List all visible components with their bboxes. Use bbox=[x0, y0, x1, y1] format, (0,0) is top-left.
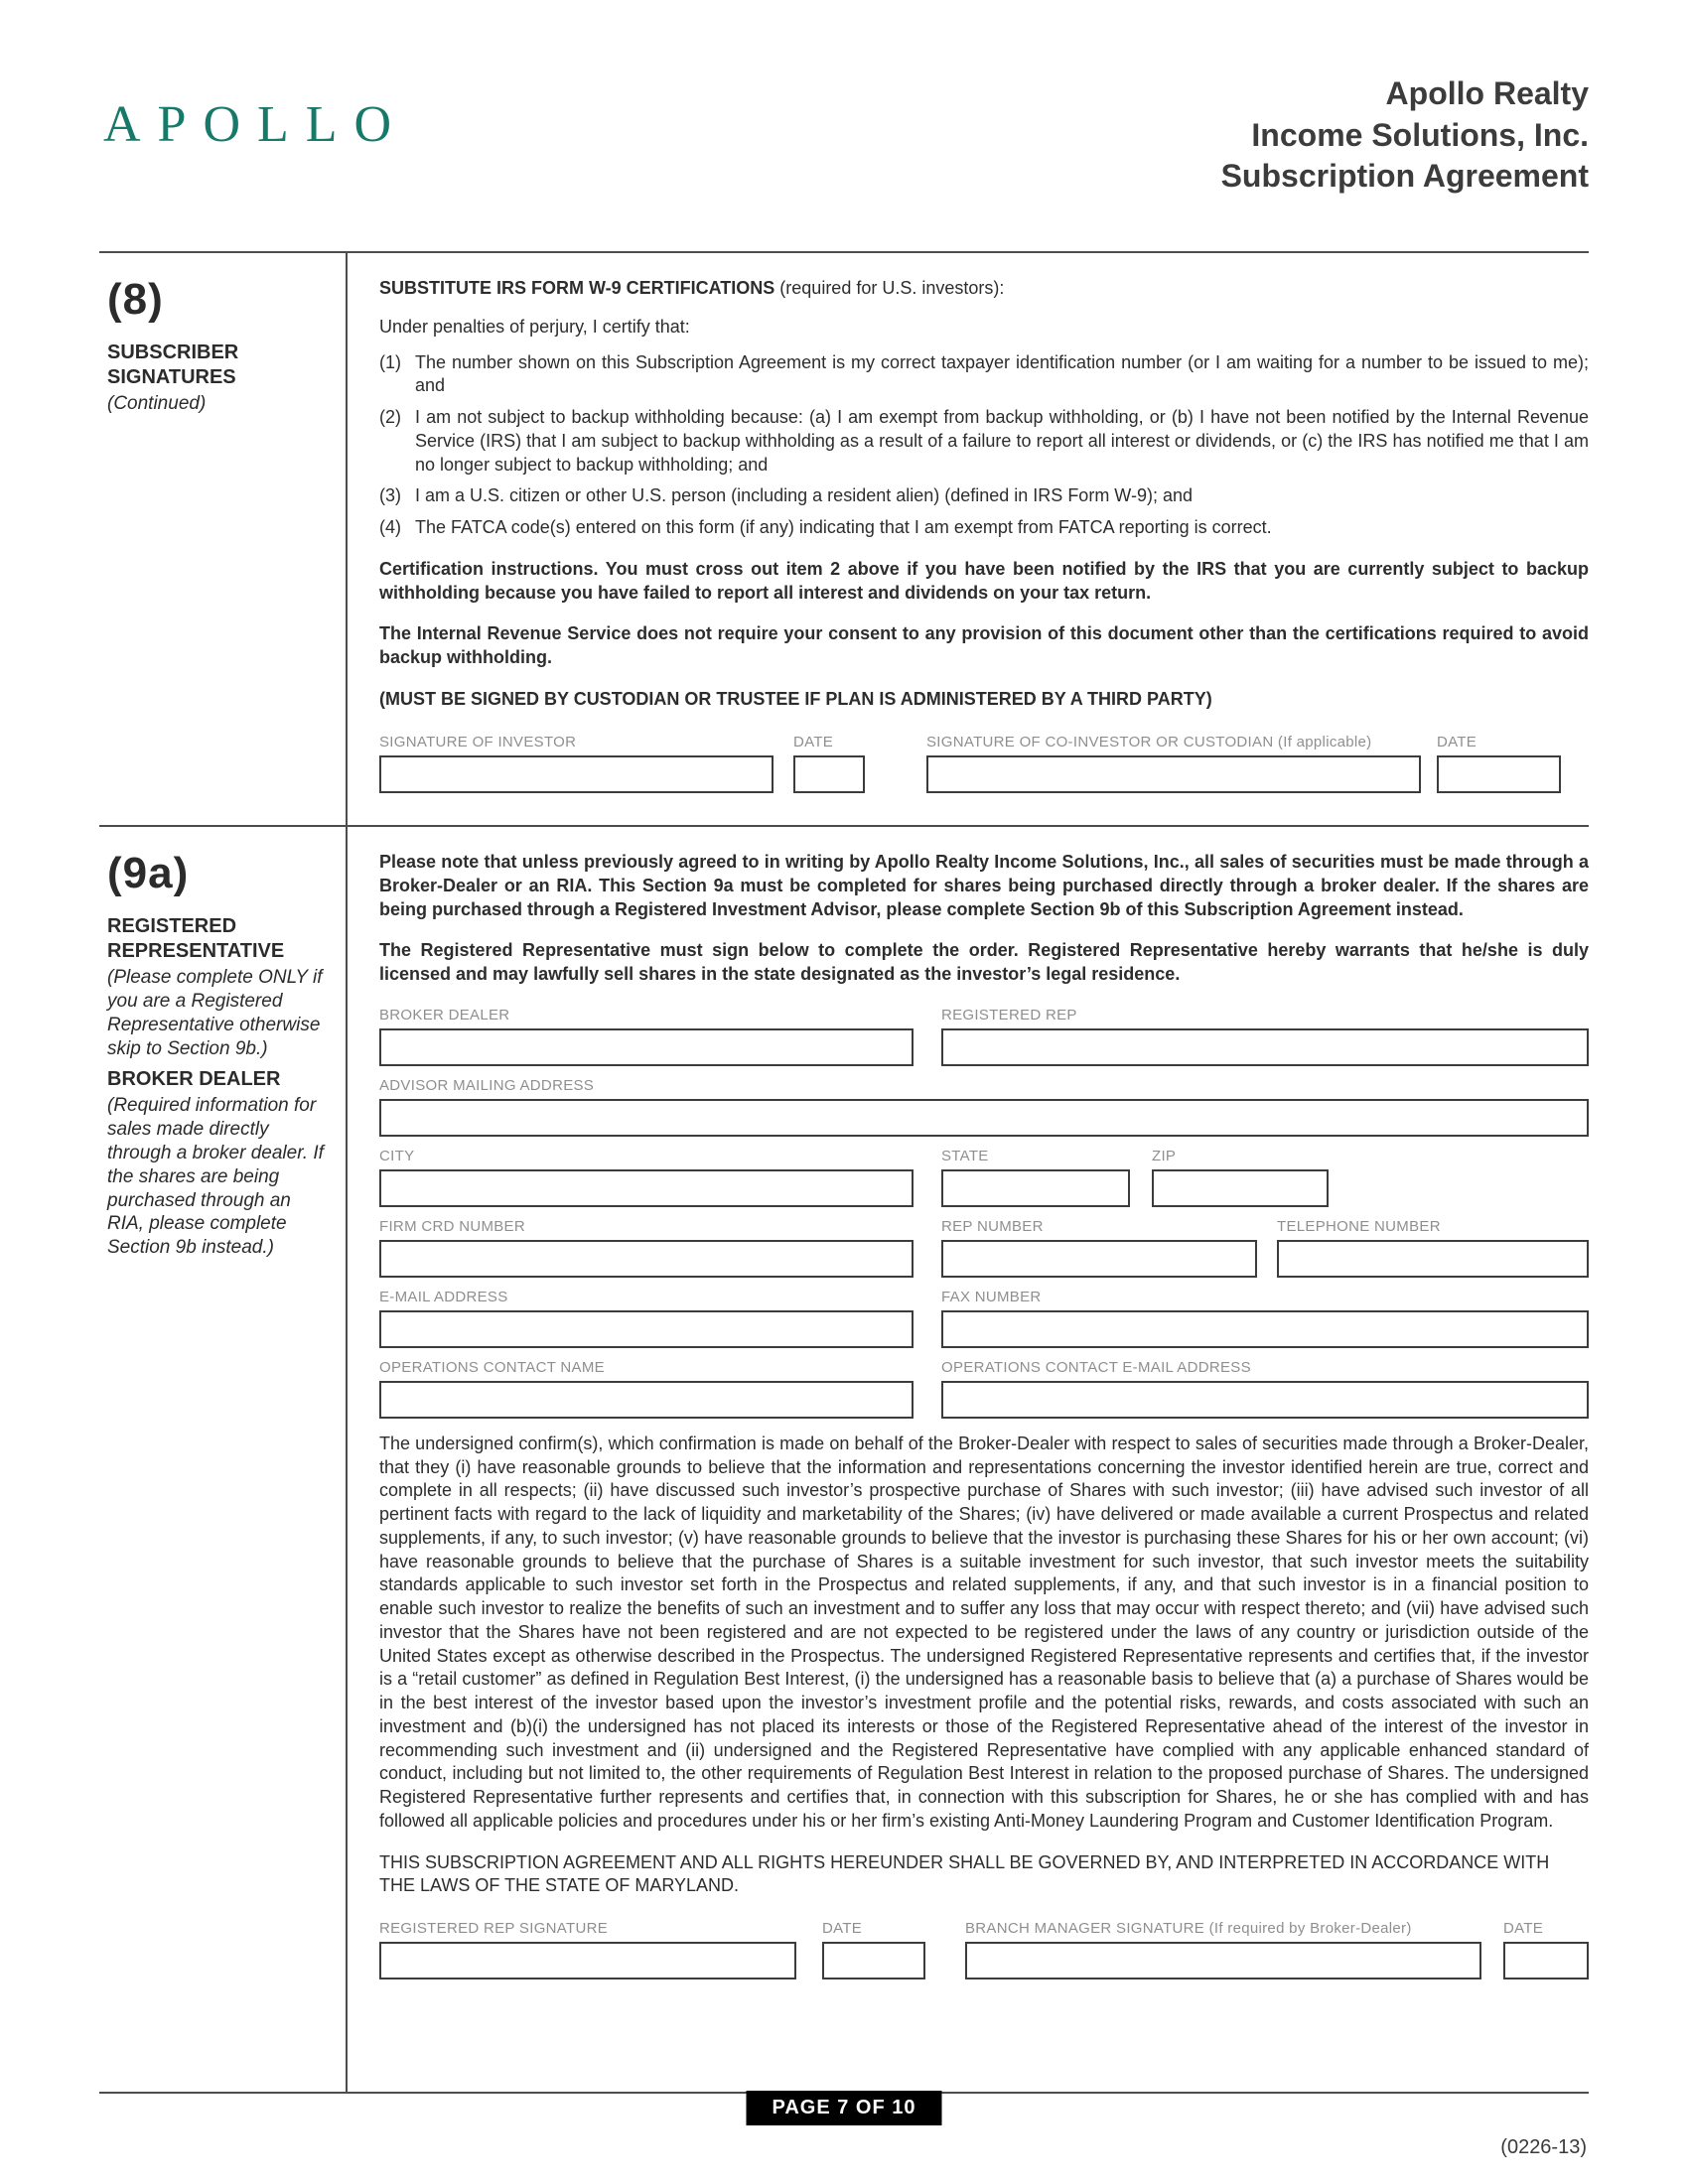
co-investor-signature-field bbox=[926, 734, 1421, 793]
section-8-sidebar bbox=[99, 253, 346, 825]
rep-date-field bbox=[822, 1920, 925, 1979]
certification-instructions: Certification instructions. You must cross out item 2 above if you have been notified by the IRS that you are currently subject to backup withholding because you have failed to report all interest and dividends on your tax return. bbox=[379, 558, 1589, 603]
firm-crd-number-field bbox=[379, 1218, 914, 1278]
registered-rep-label: REGISTERED REP bbox=[941, 1006, 1077, 1024]
co-investor-date-input[interactable] bbox=[1437, 755, 1561, 793]
branch-manager-signature-field bbox=[965, 1920, 1481, 1979]
co-investor-signature-input[interactable] bbox=[926, 755, 1421, 793]
investor-signature-field bbox=[379, 734, 774, 793]
telephone-number-label: TELEPHONE NUMBER bbox=[1277, 1217, 1441, 1235]
section-8-signature-row bbox=[379, 734, 1589, 793]
advisor-mailing-address-input[interactable] bbox=[379, 1099, 1589, 1137]
rep-date-input[interactable] bbox=[822, 1942, 925, 1979]
firm-crd-number-label: FIRM CRD NUMBER bbox=[379, 1217, 525, 1235]
city-field bbox=[379, 1148, 914, 1207]
w9-item-2-number: (2) bbox=[379, 407, 401, 427]
co-investor-date-field bbox=[1437, 734, 1561, 793]
rep-number-label: REP NUMBER bbox=[941, 1217, 1044, 1235]
rep-number-input[interactable] bbox=[941, 1240, 1257, 1278]
w9-item-4-number: (4) bbox=[379, 517, 401, 537]
investor-signature-input[interactable] bbox=[379, 755, 774, 793]
operations-contact-email-field bbox=[941, 1359, 1589, 1419]
broker-dealer-title: BROKER DEALER bbox=[107, 1067, 281, 1090]
advisor-mailing-address-label: ADVISOR MAILING ADDRESS bbox=[379, 1076, 595, 1094]
operations-contact-name-label: OPERATIONS CONTACT NAME bbox=[379, 1358, 605, 1376]
fax-number-field bbox=[941, 1289, 1589, 1348]
investor-signature-label: SIGNATURE OF INVESTOR bbox=[379, 733, 577, 751]
w9-item-1 bbox=[379, 351, 1589, 399]
section-9a-content bbox=[346, 827, 1589, 2092]
company-name-line: Apollo Realty bbox=[1385, 75, 1589, 111]
email-address-field bbox=[379, 1289, 914, 1348]
perjury-intro: Under penalties of perjury, I certify that: bbox=[379, 316, 690, 337]
field-row-6 bbox=[379, 1359, 1589, 1419]
registered-rep-field bbox=[941, 1007, 1589, 1066]
zip-field bbox=[1152, 1148, 1329, 1207]
section-8-number: (8) bbox=[107, 275, 164, 324]
w9-item-2 bbox=[379, 406, 1589, 477]
w9-item-2-text: I am not subject to backup withholding because: (a) I am exempt from backup withholding, or (b) I have not been notified by the Internal Revenue Service (IRS) that I am subject to backup withholding as a result of a failure to report all interest or dividends, or (c) the IRS has notified me that I am no longer subject to backup withholding; and bbox=[415, 407, 1589, 475]
branch-manager-signature-label: BRANCH MANAGER SIGNATURE (If required by Broker-Dealer) bbox=[965, 1920, 1412, 1937]
investor-date-input[interactable] bbox=[793, 755, 865, 793]
w9-title-suffix: (required for U.S. investors): bbox=[774, 278, 1005, 298]
operations-contact-name-input[interactable] bbox=[379, 1381, 914, 1419]
fax-number-label: FAX NUMBER bbox=[941, 1288, 1042, 1305]
state-label: STATE bbox=[941, 1147, 989, 1164]
telephone-number-field bbox=[1277, 1218, 1589, 1278]
registered-rep-signature-label: REGISTERED REP SIGNATURE bbox=[379, 1920, 609, 1937]
w9-item-3 bbox=[379, 484, 1589, 508]
w9-certifications-title bbox=[379, 277, 1589, 301]
broker-dealer-note: (Required information for sales made directly through a broker dealer. If the shares are being purchased through an RIA, please complete Section 9b instead.) bbox=[107, 1094, 324, 1259]
broker-dealer-label: BROKER DEALER bbox=[379, 1006, 510, 1024]
sales-channel-notice: Please note that unless previously agreed to in writing by Apollo Realty Income Solutions, Inc., all sales of securities must be made through a Broker-Dealer or an RIA. This Section 9a must be completed for shares being purchased directly through a broker dealer. If the shares are being purchased through a Registered Investment Advisor, please complete Section 9b of this Subscription Agreement instead. bbox=[379, 852, 1589, 919]
form-code: (0226-13) bbox=[1500, 2136, 1587, 2158]
document-type-line: Subscription Agreement bbox=[1220, 158, 1589, 195]
document-title bbox=[1221, 73, 1589, 198]
registered-representative-title: REGISTERED REPRESENTATIVE bbox=[107, 915, 285, 962]
w9-item-1-number: (1) bbox=[379, 351, 401, 372]
custodian-signing-note: (MUST BE SIGNED BY CUSTODIAN OR TRUSTEE IF PLAN IS ADMINISTERED BY A THIRD PARTY) bbox=[379, 688, 1212, 709]
rep-date-label: DATE bbox=[822, 1920, 863, 1937]
broker-dealer-fields bbox=[379, 1007, 1589, 1419]
co-investor-date-label: DATE bbox=[1437, 733, 1477, 751]
irs-consent-note: The Internal Revenue Service does not require your consent to any provision of this document other than the certifications required to avoid backup withholding. bbox=[379, 623, 1589, 667]
telephone-number-input[interactable] bbox=[1277, 1240, 1589, 1278]
w9-item-4-text: The FATCA code(s) entered on this form (if any) indicating that I am exempt from FATCA reporting is correct. bbox=[415, 517, 1272, 537]
field-row-1 bbox=[379, 1007, 1589, 1066]
branch-date-field bbox=[1503, 1920, 1589, 1979]
apollo-logo: APOLLO bbox=[103, 96, 409, 153]
fax-number-input[interactable] bbox=[941, 1310, 1589, 1348]
branch-date-input[interactable] bbox=[1503, 1942, 1589, 1979]
company-name-line: Income Solutions, Inc. bbox=[1251, 116, 1589, 153]
state-field bbox=[941, 1148, 1130, 1207]
email-address-label: E-MAIL ADDRESS bbox=[379, 1288, 508, 1305]
email-address-input[interactable] bbox=[379, 1310, 914, 1348]
rep-number-field bbox=[941, 1218, 1257, 1278]
page-header bbox=[103, 73, 1589, 198]
w9-item-1-text: The number shown on this Subscription Agreement is my correct taxpayer identification number (or I am waiting for a number to be issued to me); and bbox=[415, 351, 1589, 396]
field-row-4 bbox=[379, 1218, 1589, 1278]
section-8-content bbox=[346, 253, 1589, 825]
zip-label: ZIP bbox=[1152, 1147, 1177, 1164]
section-9a-number: (9a) bbox=[107, 849, 190, 897]
operations-contact-email-label: OPERATIONS CONTACT E-MAIL ADDRESS bbox=[941, 1358, 1251, 1376]
zip-input[interactable] bbox=[1152, 1169, 1329, 1207]
operations-contact-name-field bbox=[379, 1359, 914, 1419]
w9-item-3-number: (3) bbox=[379, 485, 401, 506]
branch-manager-signature-input[interactable] bbox=[965, 1942, 1481, 1979]
city-input[interactable] bbox=[379, 1169, 914, 1207]
firm-crd-number-input[interactable] bbox=[379, 1240, 914, 1278]
field-row-3 bbox=[379, 1148, 1589, 1207]
w9-item-3-text: I am a U.S. citizen or other U.S. person (including a resident alien) (defined in IRS Form W-9); and bbox=[415, 485, 1194, 506]
broker-dealer-field bbox=[379, 1007, 914, 1066]
investor-date-field bbox=[793, 734, 865, 793]
registered-rep-input[interactable] bbox=[941, 1028, 1589, 1066]
w9-title-bold: SUBSTITUTE IRS FORM W-9 CERTIFICATIONS bbox=[379, 278, 775, 298]
page-number-badge: PAGE 7 OF 10 bbox=[746, 2091, 941, 2125]
state-input[interactable] bbox=[941, 1169, 1130, 1207]
section-9a-signature-row bbox=[379, 1920, 1589, 1979]
form-body bbox=[99, 251, 1589, 2094]
investor-date-label: DATE bbox=[793, 733, 834, 751]
branch-date-label: DATE bbox=[1503, 1920, 1544, 1937]
field-row-5 bbox=[379, 1289, 1589, 1348]
broker-dealer-input[interactable] bbox=[379, 1028, 914, 1066]
section-8 bbox=[99, 253, 1589, 827]
field-row-2 bbox=[379, 1077, 1589, 1137]
registered-representative-note: (Please complete ONLY if you are a Registered Representative otherwise skip to Section 9b.) bbox=[107, 967, 323, 1059]
registered-rep-signature-input[interactable] bbox=[379, 1942, 796, 1979]
operations-contact-email-input[interactable] bbox=[941, 1381, 1589, 1419]
governing-law-statement: THIS SUBSCRIPTION AGREEMENT AND ALL RIGHTS HEREUNDER SHALL BE GOVERNED BY, AND INTERPRETED IN ACCORDANCE WITH THE LAWS OF THE STATE OF MARYLAND. bbox=[379, 1851, 1550, 1896]
broker-dealer-confirmation: The undersigned confirm(s), which confirmation is made on behalf of the Broker-Dealer with respect to sales of securities made through a Broker-Dealer, that they (i) have reasonable grounds to believe that the information and representations concerning the investor identified herein are true, correct and complete in all respects; (ii) have discussed such investor’s prospective purchase of Shares with such investor; (iii) have advised such investor of all pertinent facts with regard to the lack of liquidity and marketability of the Shares; (iv) have delivered or made available a current Prospectus and related supplements, if any, to such investor; (v) have reasonable grounds to believe that the investor is purchasing these Shares for his or her own account; (vi) have reasonable grounds to believe that the purchase of Shares is a suitable investment for such investor, that such investor meets the suitability standards applicable to such investor set forth in the Prospectus and related supplements, if any, and that such investor is in a financial position to enable such investor to realize the benefits of such an investment and to suffer any loss that may occur with respect thereto; and (vii) have advised such investor that the Shares have not been registered and are not expected to be registered under the laws of any country or jurisdiction outside of the United States except as otherwise described in the Prospectus. The undersigned Registered Representative represents and certifies that, if the investor is a “retail customer” as defined in Regulation Best Interest, (i) the undersigned has a reasonable basis to believe that (a) a purchase of Shares would be in the best interest of the investor based upon the investor’s investment profile and the potential risks, rewards, and costs associated with such an investment and (b)(i) the undersigned has not placed its interests or those of the Registered Representative ahead of the interest of the investor in recommending such investment and (ii) undersigned and the Registered Representative have complied with any applicable enhanced standard of conduct, including but not limited to, the other requirements of Regulation Best Interest in relation to the proposed purchase of Shares. The undersigned Registered Representative further represents and certifies that, in connection with this subscription for Shares, he or she has complied with and has followed all applicable policies and procedures under his or her firm’s existing Anti-Money Laundering Program and Customer Identification Program. bbox=[379, 1433, 1589, 1831]
section-8-title: SUBSCRIBER SIGNATURES bbox=[107, 341, 239, 388]
w9-item-4 bbox=[379, 516, 1589, 540]
advisor-mailing-address-field bbox=[379, 1077, 1589, 1137]
section-9a-sidebar bbox=[99, 827, 346, 2092]
section-9a bbox=[99, 827, 1589, 2094]
registered-rep-signature-field bbox=[379, 1920, 796, 1979]
co-investor-signature-label: SIGNATURE OF CO-INVESTOR OR CUSTODIAN (If applicable) bbox=[926, 733, 1372, 751]
section-8-subtitle: (Continued) bbox=[107, 393, 207, 414]
rep-warranty-notice: The Registered Representative must sign below to complete the order. Registered Representative hereby warrants that he/she is duly licensed and may lawfully sell shares in the state designated as the investor’s legal residence. bbox=[379, 940, 1589, 984]
city-label: CITY bbox=[379, 1147, 415, 1164]
